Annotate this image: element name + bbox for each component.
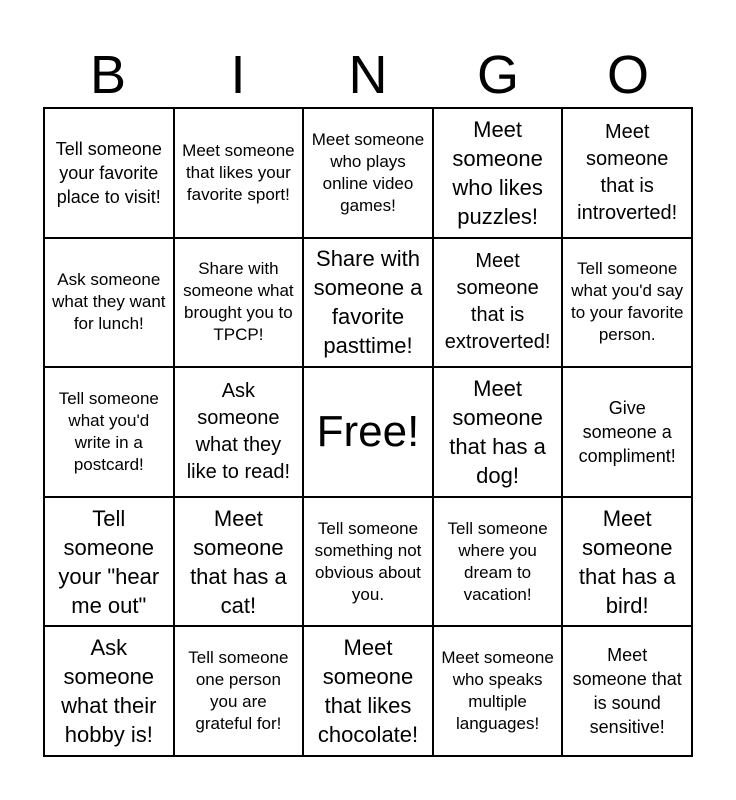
bingo-cell-r2c4[interactable]	[433, 238, 563, 368]
cell-text: Share with someone a favorite pasttime!	[313, 246, 423, 359]
bingo-cell-r5c5[interactable]	[562, 626, 692, 756]
bingo-cell-r1c2[interactable]	[174, 108, 304, 238]
cell-text: Tell someone your "hear me out"	[58, 505, 160, 618]
cell-text: Tell someone one person you are grateful for!	[188, 648, 289, 734]
bingo-cell-r4c1[interactable]	[44, 497, 174, 627]
bingo-cell-r3c1[interactable]	[44, 367, 174, 497]
header-letter-i: I	[230, 45, 246, 105]
bingo-cell-r5c1[interactable]	[44, 626, 174, 756]
bingo-header	[43, 44, 693, 106]
cell-text: Meet someone that likes chocolate!	[317, 635, 419, 748]
bingo-cell-r3c4[interactable]	[433, 367, 563, 497]
bingo-cell-r4c5[interactable]	[562, 497, 692, 627]
bingo-cell-r2c3[interactable]	[303, 238, 433, 368]
bingo-cell-r4c2[interactable]	[174, 497, 304, 627]
cell-text: Meet someone that has a cat!	[190, 505, 287, 618]
header-letter-n: N	[348, 45, 388, 105]
bingo-cell-r5c2[interactable]	[174, 626, 304, 756]
cell-text: Tell someone your favorite place to visit!	[55, 138, 162, 207]
header-letter-b: B	[89, 45, 127, 105]
cell-text: Meet someone who likes puzzles!	[452, 116, 543, 229]
cell-text: Meet someone that is extroverted!	[444, 250, 551, 354]
bingo-cell-r2c1[interactable]	[44, 238, 174, 368]
bingo-cell-r1c1[interactable]	[44, 108, 174, 238]
cell-text: Meet someone who speaks multiple languages!	[441, 648, 554, 734]
bingo-cell-r3c2[interactable]	[174, 367, 304, 497]
bingo-cell-r2c5[interactable]	[562, 238, 692, 368]
cell-text: Meet someone that is introverted!	[577, 120, 678, 224]
bingo-cell-free[interactable]	[303, 367, 433, 497]
bingo-cell-r5c3[interactable]	[303, 626, 433, 756]
cell-text: Tell someone what you'd write in a postcard!	[58, 388, 159, 474]
cell-text: Tell someone where you dream to vacation!	[447, 518, 548, 604]
cell-text: Meet someone who plays online video games!	[311, 129, 425, 215]
bingo-cell-r1c5[interactable]	[562, 108, 692, 238]
bingo-cell-r3c5[interactable]	[562, 367, 692, 497]
header-letter-o: O	[606, 45, 649, 105]
cell-text: Tell someone what you'd say to your favorite person.	[570, 259, 684, 345]
cell-text: Meet someone that has a dog!	[449, 375, 546, 488]
cell-text: Ask someone what they like to read!	[186, 379, 291, 483]
bingo-cell-r2c2[interactable]	[174, 238, 304, 368]
cell-text: Meet someone that is sound sensitive!	[572, 645, 682, 738]
free-space-text: Free!	[316, 406, 420, 456]
bingo-cell-r5c4[interactable]	[433, 626, 563, 756]
bingo-grid	[43, 107, 693, 757]
bingo-cell-r1c4[interactable]	[433, 108, 563, 238]
header-letter-g: G	[476, 45, 519, 105]
cell-text: Tell someone something not obvious about you.	[314, 518, 422, 604]
cell-text: Ask someone what their hobby is!	[61, 635, 157, 748]
bingo-cell-r1c3[interactable]	[303, 108, 433, 238]
cell-text: Give someone a compliment!	[578, 397, 676, 466]
cell-text: Meet someone that likes your favorite sport!	[182, 140, 295, 204]
cell-text: Meet someone that has a bird!	[578, 505, 676, 618]
bingo-cell-r4c4[interactable]	[433, 497, 563, 627]
cell-text: Ask someone what they want for lunch!	[52, 270, 166, 334]
bingo-cell-r4c3[interactable]	[303, 497, 433, 627]
cell-text: Share with someone what brought you to TPCP!	[183, 259, 294, 345]
